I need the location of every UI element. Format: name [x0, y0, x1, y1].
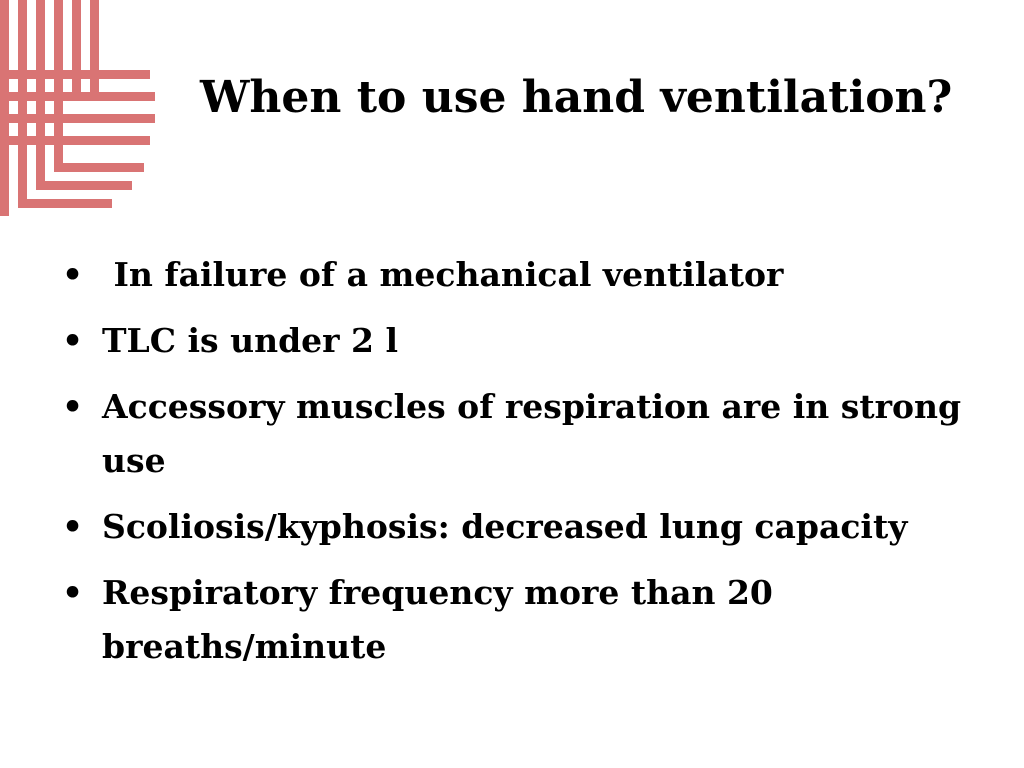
bullet-list [62, 248, 982, 686]
bullet-dot: • [62, 507, 84, 546]
bullet-dot: • [62, 573, 84, 612]
bullet-text: Respiratory frequency more than 20 breaths/minute [102, 573, 773, 666]
bullet-text: Accessory muscles of respiration are in strong use [102, 387, 962, 480]
bullet-item [62, 500, 982, 554]
bullet-dot: • [62, 387, 84, 426]
bullet-item [62, 314, 982, 368]
bullet-text: In failure of a mechanical ventilator [102, 255, 784, 294]
bullet-dot: • [62, 255, 84, 294]
slide-title: When to use hand ventilation? [200, 72, 953, 123]
striped-cross-logo [0, 0, 160, 220]
bullet-item [62, 248, 982, 302]
bullet-item [62, 566, 982, 674]
bullet-text: TLC is under 2 l [102, 321, 399, 360]
bullet-dot: • [62, 321, 84, 360]
bullet-item [62, 380, 982, 488]
bullet-text: Scoliosis/kyphosis: decreased lung capacity [102, 507, 908, 546]
